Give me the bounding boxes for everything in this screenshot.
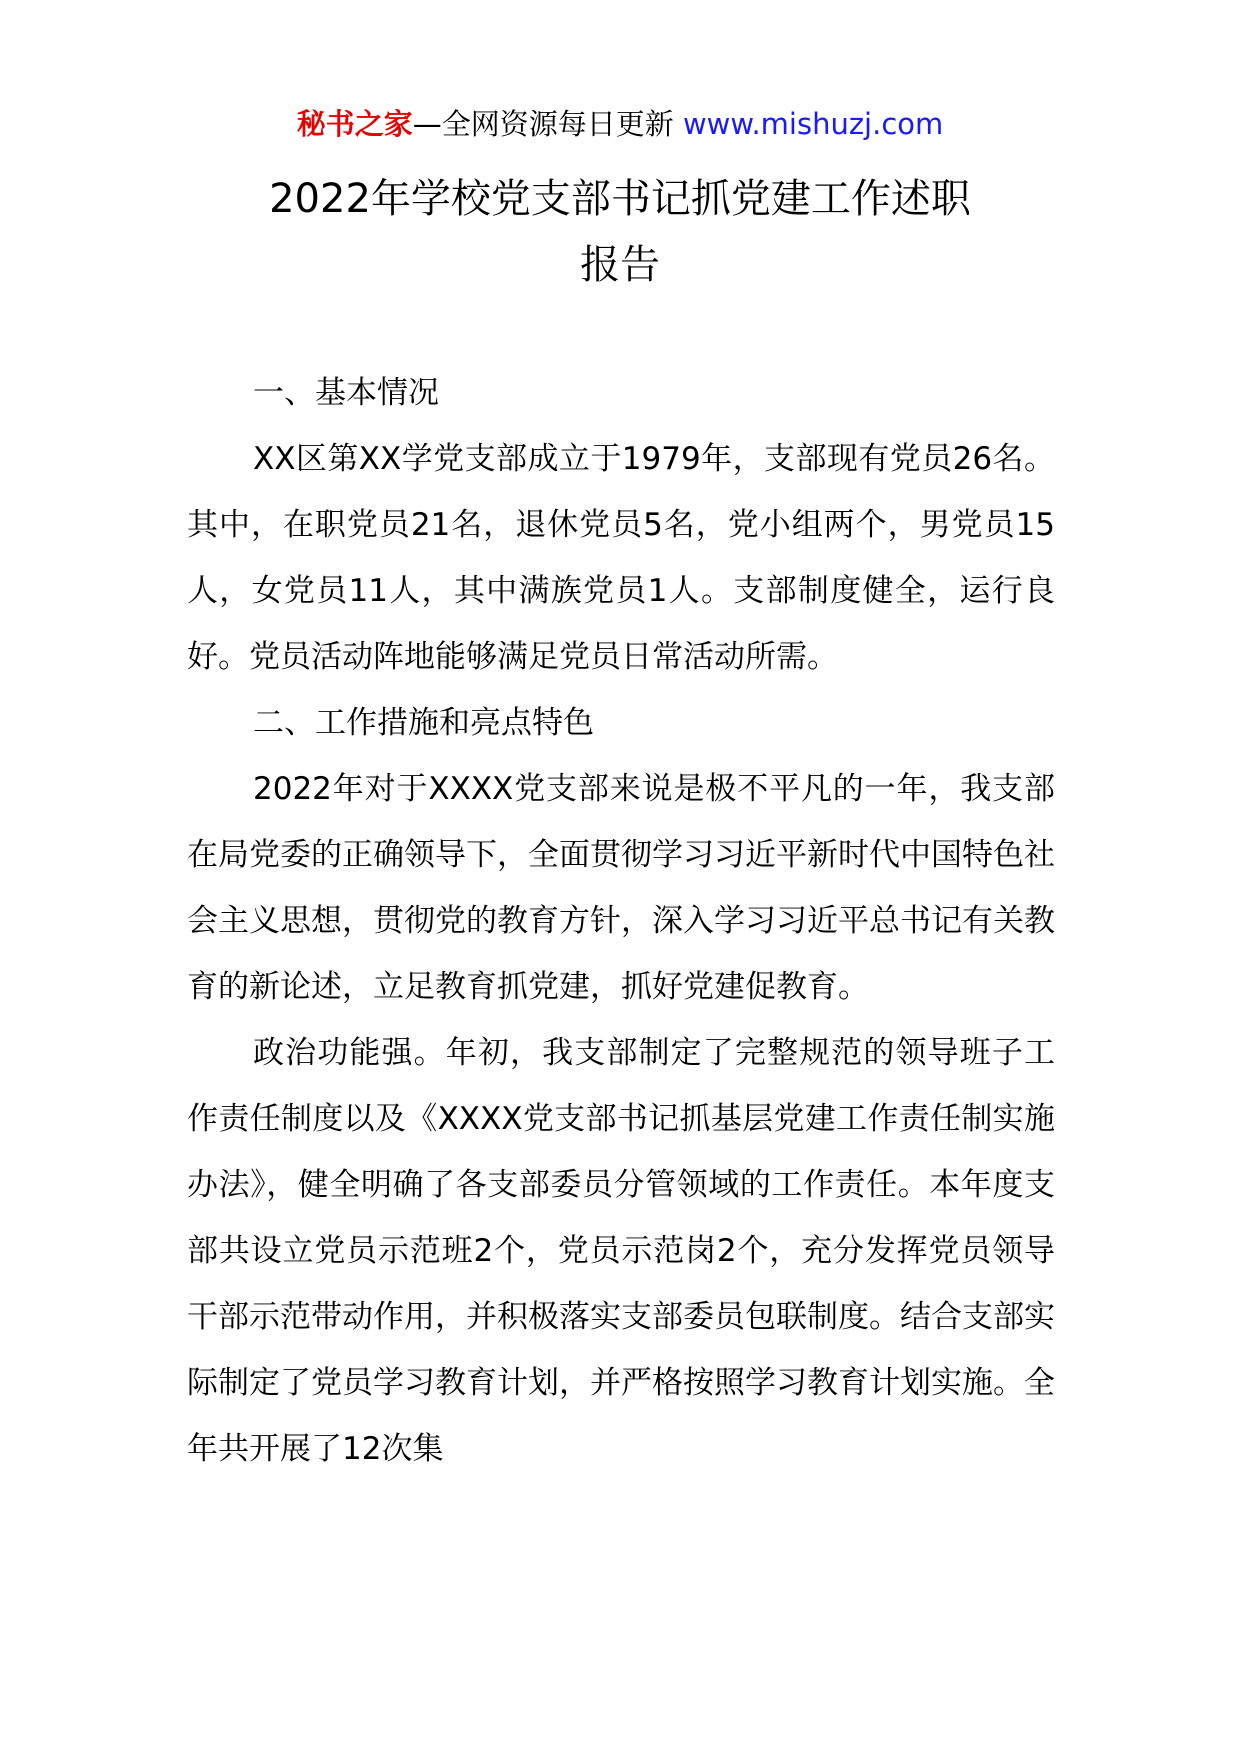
document-body [187,360,1055,1482]
banner-tagline: —全网资源每日更新 [412,107,674,141]
paragraph-political-function: 政治功能强。年初，我支部制定了完整规范的领导班子工作责任制度以及《XXXX党支部书记抓基层党建工作责任制实施办法》，健全明确了各支部委员分管领域的工作责任。本年度支部共设立党员示范班2个，党员示范岗2个，充分发挥党员领导干部示范带动作用，并积极落实支部委员包联制度。结合支部实际制定了党员学习教育计划，并严格按照学习教育计划实施。全年共开展了12次集 [187,1035,1055,1467]
section-heading-basic: 一、基本情况 [253,375,439,411]
site-banner [0,104,1240,144]
document-title [150,166,1090,298]
brand-name: 秘书之家 [296,107,413,141]
paragraph-basic-info: XX区第XX学党支部成立于1979年，支部现有党员26名。其中，在职党员21名，退休党员5名，党小组两个，男党员15人，女党员11人，其中满族党员1人。支部制度健全，运行良好。党员活动阵地能够满足党员日常活动所需。 [187,441,1055,675]
section-heading-measures: 二、工作措施和亮点特色 [253,705,594,741]
title-line-1: 2022年学校党支部书记抓党建工作述职 [269,176,971,222]
website-link[interactable]: www.mishuzj.com [682,107,944,141]
paragraph-overview: 2022年对于XXXX党支部来说是极不平凡的一年，我支部在局党委的正确领导下，全面贯彻学习习近平新时代中国特色社会主义思想，贯彻党的教育方针，深入学习习近平总书记有关教育的新论述，立足教育抓党建，抓好党建促教育。 [187,771,1055,1005]
title-line-2: 报告 [580,242,660,288]
